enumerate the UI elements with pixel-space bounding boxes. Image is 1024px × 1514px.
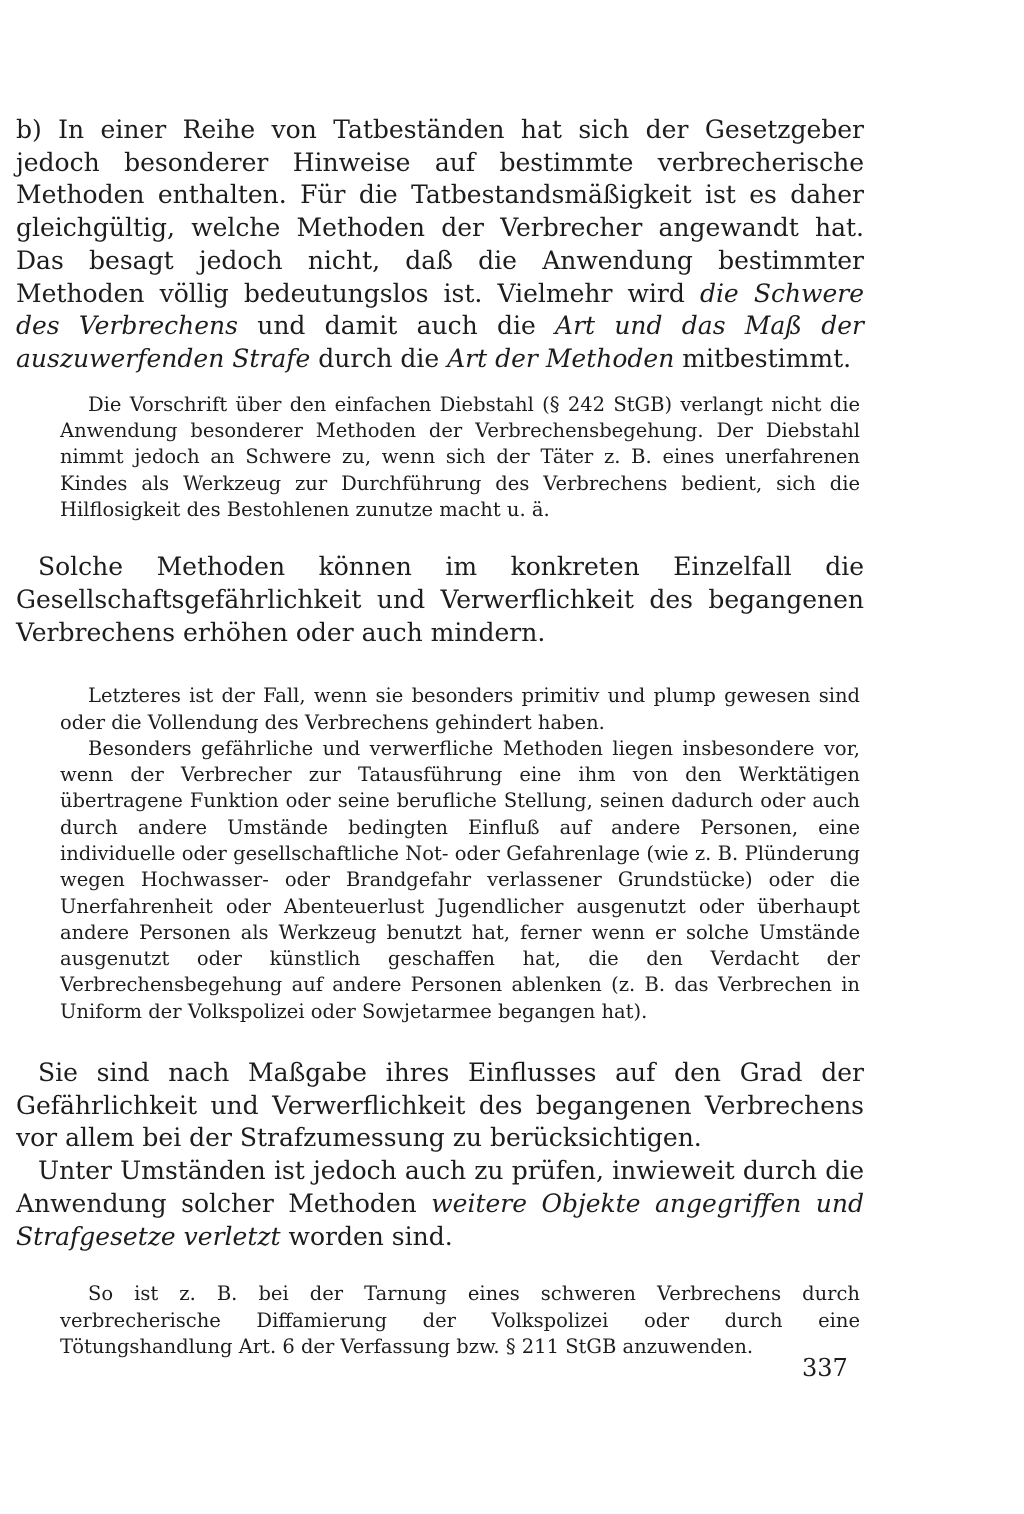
paragraph-strafzumessung: Sie sind nach Maßgabe ihres Einflusses auf den Grad der Gefährlichkeit und Verwerflichkeit des begangenen Verbrechens vor allem bei der Strafzumessung zu berücksichtigen. xyxy=(16,1058,864,1153)
p4-text-a: Unter Umständen ist jedoch auch zu prüfen, inwieweit durch die Anwendung solcher Methoden xyxy=(16,1156,864,1218)
note-gefaehrliche-methoden: Besonders gefährliche und verwerfliche Methoden liegen insbesondere vor, wenn der Verbrecher zur Tatausführung eine ihm von den Werktätigen übertragene Funktion oder seine berufliche Stellung, seinen dadurch oder auch durch andere Umstände bedingten Einfluß auf andere Personen, eine individuelle oder gesellschaftliche Not- oder Gefahrenlage (wie z. B. Plünderung wegen Hochwasser- oder Brandgefahr verlassener Grundstücke) oder die Unerfahrenheit oder Abenteuerlust Jugendlicher ausgenutzt oder überhaupt andere Personen als Werkzeug benutzt hat, ferner wenn er solche Umstände ausgenutzt oder künstlich geschaffen hat, die den Verdacht der Verbrechensbegehung auf andere Personen ablenken (z. B. das Verbrechen in Uniform der Volkspolizei oder Sowjetarmee begangen hat). xyxy=(60,736,860,1023)
p1-italic-3: Art der Methoden xyxy=(447,343,675,373)
paragraph-gesellschaftsgefaehrlichkeit: Solche Methoden können im konkreten Einzelfall die Gesellschaftsgefährlichkeit und Verwerflichkeit des begangenen Verbrechens erhöhen oder auch mindern. xyxy=(16,552,864,647)
note-tarnung: So ist z. B. bei der Tarnung eines schweren Verbrechens durch verbrecherische Diffamierung der Volkspolizei oder durch eine Tötungshandlung Art. 6 der Verfassung bzw. § 211 StGB anzuwenden. xyxy=(60,1282,860,1358)
paragraph-methods-sentencing xyxy=(16,114,864,376)
p1-text-b: und damit auch die xyxy=(237,311,556,341)
note-diebstahl: Die Vorschrift über den einfachen Diebstahl (§ 242 StGB) verlangt nicht die Anwendung besonderer Methoden der Verbrechensbegehung. Der Diebstahl nimmt jedoch an Schwere zu, wenn sich der Täter z. B. eines unerfahrenen Kindes als Werkzeug zur Durchführung des Verbrechens bedient, sich die Hilflosigkeit des Bestohlenen zunutze macht u. ä. xyxy=(60,392,860,521)
book-page xyxy=(16,114,864,1360)
p1-text-d: mitbestimmt. xyxy=(674,343,852,373)
p1-italic-2: Art und das Maß der auszuwerfenden Strafe xyxy=(16,311,864,373)
p4-text-b: worden sind. xyxy=(280,1221,453,1251)
p1-text-a: b) In einer Reihe von Tatbeständen hat sich der Gesetzgeber jedoch besonderer Hinweise auf bestimmte verbrecherische Methoden enthalten. Für die Tatbestandsmäßigkeit ist es daher gleichgültig, welche Methoden der Verbrecher angewandt hat. Das besagt jedoch nicht, daß die Anwendung bestimmter Methoden völlig bedeutungslos ist. Vielmehr wird xyxy=(16,115,864,308)
p4-italic-1: weitere Objekte angegriffen und Strafgesetze verletzt xyxy=(16,1188,864,1251)
paragraph-weitere-objekte xyxy=(16,1155,864,1253)
p1-text-c: durch die xyxy=(310,343,448,373)
p1-italic-1: die Schwere des Verbrechens xyxy=(16,278,864,341)
page-number: 337 xyxy=(802,1354,848,1382)
note-primitiv: Letzteres ist der Fall, wenn sie besonders primitiv und plump gewesen sind oder die Vollendung des Verbrechens gehindert haben. xyxy=(60,684,860,734)
